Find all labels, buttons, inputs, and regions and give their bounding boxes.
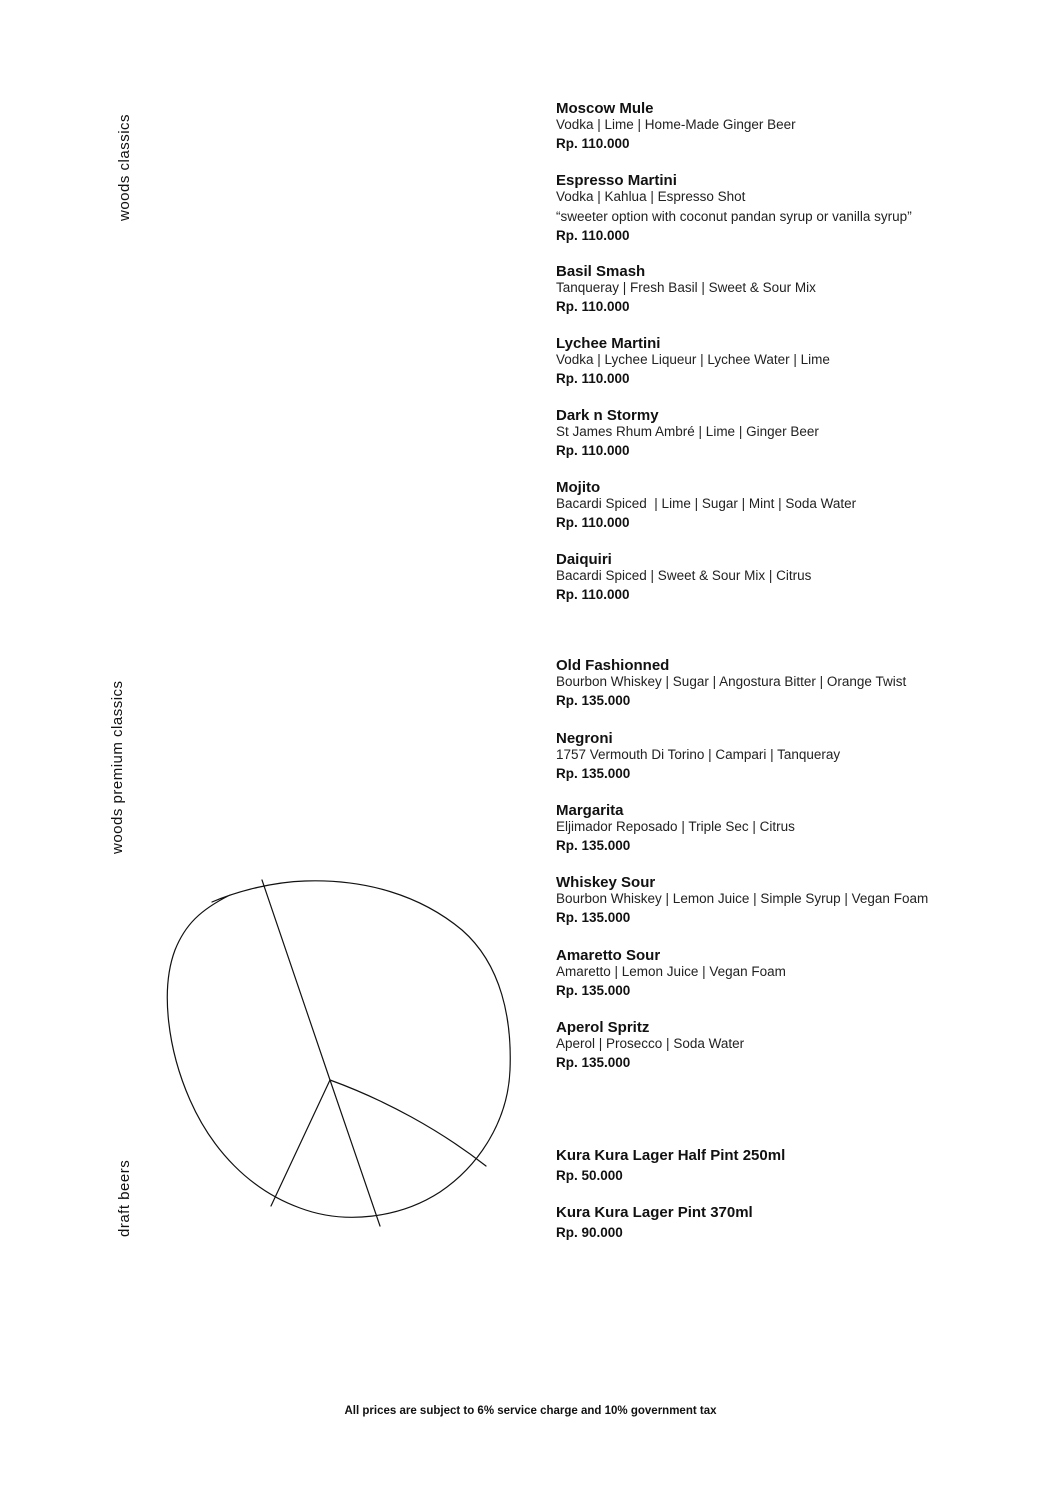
item-description: Bacardi Spiced | Lime | Sugar | Mint | Soda Water — [556, 496, 857, 511]
item-price: Rp. 110.000 — [556, 371, 630, 386]
item-name: Aperol Spritz — [556, 1019, 650, 1036]
menu-item-old-fashionned — [556, 658, 1036, 709]
menu-item-mojito — [556, 480, 1036, 531]
menu-item-lager-half-pint — [556, 1148, 1036, 1184]
menu-item-whiskey-sour — [556, 875, 1036, 926]
item-description: St James Rhum Ambré | Lime | Ginger Beer — [556, 424, 819, 439]
item-description: Aperol | Prosecco | Soda Water — [556, 1036, 745, 1051]
item-description: Vodka | Lychee Liqueur | Lychee Water | Lime — [556, 352, 830, 367]
item-price: Rp. 135.000 — [556, 1055, 631, 1070]
item-description: Bourbon Whiskey | Lemon Juice | Simple Syrup | Vegan Foam — [556, 891, 929, 906]
item-description: 1757 Vermouth Di Torino | Campari | Tanqueray — [556, 747, 841, 762]
menu-item-margarita — [556, 803, 1036, 854]
menu-item-espresso-martini — [556, 173, 1036, 244]
item-price: Rp. 110.000 — [556, 515, 630, 530]
item-price: Rp. 135.000 — [556, 910, 631, 925]
item-price: Rp. 110.000 — [556, 228, 630, 243]
item-name: Espresso Martini — [556, 172, 677, 189]
item-name: Kura Kura Lager Pint 370ml — [556, 1204, 753, 1221]
menu-item-lager-pint — [556, 1205, 1036, 1241]
section-label-woods-premium-classics: woods premium classics — [109, 680, 126, 854]
item-name: Margarita — [556, 802, 624, 819]
item-description: Bacardi Spiced | Sweet & Sour Mix | Citrus — [556, 568, 812, 583]
item-price: Rp. 135.000 — [556, 693, 631, 708]
menu-item-moscow-mule — [556, 101, 1036, 152]
menu-item-aperol-spritz — [556, 1020, 1036, 1071]
item-description: Amaretto | Lemon Juice | Vegan Foam — [556, 964, 786, 979]
item-price: Rp. 90.000 — [556, 1225, 623, 1240]
item-description: Tanqueray | Fresh Basil | Sweet & Sour Mix — [556, 280, 816, 295]
menu-item-dark-n-stormy — [556, 408, 1036, 459]
section-label-draft-beers: draft beers — [116, 1159, 133, 1237]
item-name: Kura Kura Lager Half Pint 250ml — [556, 1147, 786, 1164]
menu-item-amaretto-sour — [556, 948, 1036, 999]
item-price: Rp. 50.000 — [556, 1168, 623, 1183]
item-name: Whiskey Sour — [556, 874, 656, 891]
item-name: Lychee Martini — [556, 335, 661, 352]
item-name: Amaretto Sour — [556, 947, 661, 964]
item-note: “sweeter option with coconut pandan syrup or vanilla syrup” — [556, 209, 912, 224]
item-name: Negroni — [556, 730, 613, 747]
item-price: Rp. 110.000 — [556, 136, 630, 151]
item-name: Mojito — [556, 479, 601, 496]
item-price: Rp. 135.000 — [556, 983, 631, 998]
menu-item-lychee-martini — [556, 336, 1036, 387]
item-name: Dark n Stormy — [556, 407, 659, 424]
item-name: Basil Smash — [556, 263, 646, 280]
item-description: Eljimador Reposado | Triple Sec | Citrus — [556, 819, 795, 834]
section-label-woods-classics: woods classics — [116, 113, 133, 221]
menu-item-daiquiri — [556, 552, 1036, 603]
footer-tax-note: All prices are subject to 6% service charge and 10% government tax — [344, 1405, 717, 1417]
menu-item-basil-smash — [556, 264, 1036, 315]
item-description: Vodka | Kahlua | Espresso Shot — [556, 189, 746, 204]
item-name: Daiquiri — [556, 551, 612, 568]
item-description: Vodka | Lime | Home-Made Ginger Beer — [556, 117, 796, 132]
item-description: Bourbon Whiskey | Sugar | Angostura Bitter | Orange Twist — [556, 674, 907, 689]
peace-sign-doodle-icon — [150, 870, 530, 1240]
item-price: Rp. 135.000 — [556, 838, 631, 853]
item-name: Old Fashionned — [556, 657, 670, 674]
item-price: Rp. 110.000 — [556, 443, 630, 458]
menu-item-negroni — [556, 731, 1036, 782]
item-price: Rp. 135.000 — [556, 766, 631, 781]
item-price: Rp. 110.000 — [556, 299, 630, 314]
item-name: Moscow Mule — [556, 100, 654, 117]
item-price: Rp. 110.000 — [556, 587, 630, 602]
